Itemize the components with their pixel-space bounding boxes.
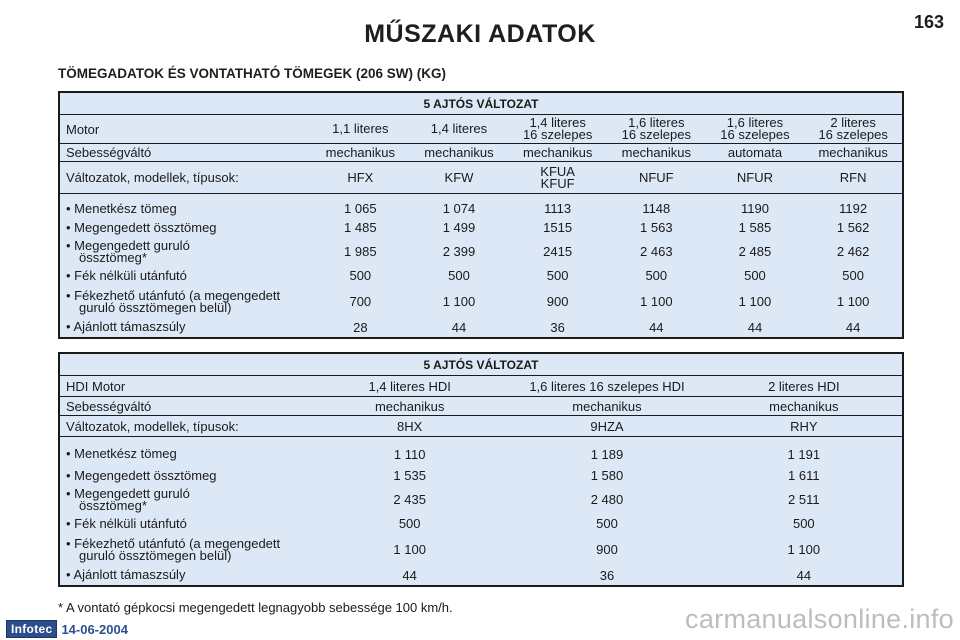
cell-line: • Ajánlott támaszsúly	[66, 567, 186, 582]
cell-value: automata	[706, 144, 805, 162]
cell-line: • Fékezhető utánfutó (a megengedett	[66, 287, 281, 303]
cell-value: 700	[349, 294, 372, 309]
cell-value	[311, 162, 410, 194]
cell-value: 9HZA	[508, 416, 705, 437]
spec-row-motor	[59, 115, 903, 144]
cell-value: 1 611	[788, 468, 820, 483]
page-title: MŰSZAKI ADATOK	[364, 20, 596, 48]
petrol-mass-table	[58, 91, 904, 339]
cell-value: 1 191	[787, 446, 821, 462]
row-label	[59, 194, 311, 218]
spec-row-gearbox	[59, 397, 903, 416]
table-row	[59, 466, 903, 486]
cell-value: 1 985	[344, 244, 377, 259]
cell-line: 1,6 literes	[726, 115, 784, 130]
cell-value: 1 100	[640, 294, 673, 309]
cell-line: KFUF	[540, 175, 575, 191]
row-label: Változatok, modellek, típusok:	[59, 416, 311, 437]
spec-row-gearbox	[59, 144, 903, 162]
cell-value: 500	[744, 268, 766, 283]
table-row	[59, 534, 903, 566]
cell-value: mechanikus	[311, 397, 508, 416]
cell-value	[607, 162, 706, 194]
cell-value: 36	[550, 319, 565, 335]
row-label	[59, 218, 311, 238]
cell-value: 1,6 literes 16 szelepes HDI	[508, 376, 705, 397]
table-caption-row	[59, 92, 903, 115]
row-label	[59, 238, 311, 266]
cell-line: guruló össztömegen belül)	[79, 547, 232, 563]
cell-value: mechanikus	[508, 144, 607, 162]
cell-value: 2415	[543, 244, 573, 259]
cell-value	[706, 162, 805, 194]
cell-value: 44	[845, 319, 861, 335]
table-row	[59, 238, 903, 266]
cell-line: KFW	[444, 169, 474, 185]
cell-value: 1 100	[738, 294, 772, 309]
cell-value: 1 100	[442, 294, 476, 309]
cell-value: 1 100	[393, 542, 426, 557]
footnote: * A vontató gépkocsi megengedett legnagyobb sebessége 100 km/h.	[58, 600, 453, 615]
table-row	[59, 514, 903, 534]
cell-value: mechanikus	[410, 144, 509, 162]
cell-line: • Ajánlott támaszsúly	[66, 319, 186, 334]
cell-value: 1192	[839, 201, 868, 217]
cell-value: 2 435	[393, 492, 426, 507]
cell-value: 1 065	[344, 201, 377, 217]
cell-value: 500	[645, 268, 668, 283]
cell-line: KFUA	[540, 163, 575, 179]
table-caption-row	[59, 353, 903, 376]
cell-line: • Megengedett guruló	[66, 485, 190, 501]
cell-value: mechanikus	[508, 397, 705, 416]
cell-value: 900	[546, 294, 569, 309]
cell-value: 1 499	[442, 220, 476, 235]
spec-row-motor	[59, 376, 903, 397]
table-row	[59, 437, 903, 466]
cell-value	[607, 115, 706, 144]
cell-value	[804, 115, 903, 144]
cell-value: mechanikus	[706, 397, 903, 416]
cell-line: • Menetkész tömeg	[66, 200, 177, 216]
row-label	[59, 318, 311, 338]
table-row	[59, 286, 903, 318]
row-label	[59, 437, 311, 466]
footer	[6, 620, 128, 638]
cell-line: 16 szelepes	[720, 127, 790, 142]
cell-line: 1,4 literes	[529, 115, 586, 130]
cell-line: HFX	[347, 169, 374, 185]
cell-value: 28	[353, 319, 368, 335]
cell-line: guruló össztömegen belül)	[79, 299, 232, 315]
cell-line: • Megengedett össztömeg	[66, 219, 217, 235]
cell-value: 44	[796, 567, 812, 583]
cell-value: 1 563	[640, 220, 673, 235]
row-label	[59, 566, 311, 586]
cell-value: 2 462	[836, 244, 870, 259]
cell-line: 1,1 literes	[332, 121, 389, 136]
cell-value: 1 535	[393, 468, 426, 483]
cell-value: 44	[747, 319, 763, 335]
cell-line: • Menetkész tömeg	[66, 446, 177, 462]
table-row	[59, 486, 903, 514]
cell-value: 500	[398, 516, 421, 531]
table-row	[59, 318, 903, 338]
cell-value: 2 literes HDI	[706, 376, 903, 397]
spec-row-types	[59, 162, 903, 194]
cell-value	[804, 162, 903, 194]
cell-value	[410, 162, 509, 194]
cell-value: 1 485	[344, 220, 377, 235]
cell-value: mechanikus	[804, 144, 903, 162]
row-label	[59, 534, 311, 566]
row-label	[59, 486, 311, 514]
cell-value: 500	[448, 268, 470, 283]
page-number: 163	[913, 12, 944, 32]
cell-line: • Fék nélküli utánfutó	[66, 267, 187, 283]
cell-line: 16 szelepes	[522, 127, 593, 142]
hdi-mass-table	[58, 352, 904, 587]
table-caption: 5 AJTÓS VÁLTOZAT	[59, 92, 903, 115]
cell-value: 44	[451, 319, 467, 335]
cell-line: 16 szelepes	[818, 127, 888, 142]
cell-value: 1515	[543, 220, 573, 235]
cell-value: 2 511	[788, 492, 820, 507]
row-label	[59, 514, 311, 534]
cell-value: 1 110	[393, 446, 426, 462]
cell-line: 16 szelepes	[621, 127, 691, 142]
cell-value: 2 480	[590, 492, 624, 507]
cell-line: 1,4 literes	[430, 121, 488, 136]
cell-value: 2 463	[640, 244, 673, 259]
cell-value: 1148	[642, 201, 671, 217]
cell-line: össztömeg*	[79, 497, 147, 513]
cell-value	[311, 115, 410, 144]
cell-value	[706, 115, 805, 144]
cell-value: 8HX	[311, 416, 508, 437]
cell-value: 1 189	[590, 446, 624, 462]
row-label: HDI Motor	[59, 376, 311, 397]
cell-value: 1 580	[590, 468, 624, 483]
cell-line: NFUF	[638, 169, 674, 185]
cell-value: RHY	[706, 416, 903, 437]
watermark: carmanualsonline.info	[685, 604, 954, 634]
row-label	[59, 466, 311, 486]
infotec-logo: Infotec	[6, 620, 57, 638]
cell-value: 44	[649, 319, 664, 335]
table-row	[59, 218, 903, 238]
cell-value: 1 562	[836, 220, 870, 235]
spec-row-types	[59, 416, 903, 437]
cell-value: 500	[596, 516, 618, 531]
cell-value: 500	[842, 268, 864, 283]
cell-value: 500	[349, 268, 372, 283]
cell-value	[410, 115, 509, 144]
cell-value: 900	[596, 542, 618, 557]
cell-value: 44	[402, 567, 417, 583]
cell-value: 1 585	[738, 220, 772, 235]
table-row	[59, 194, 903, 218]
cell-value: 1 074	[442, 201, 476, 217]
row-label: Változatok, modellek, típusok:	[59, 162, 311, 194]
cell-value: 1 100	[787, 542, 821, 557]
cell-value: 1113	[544, 201, 572, 217]
cell-value: 2 485	[738, 244, 772, 259]
table-caption: 5 AJTÓS VÁLTOZAT	[59, 353, 903, 376]
row-label	[59, 286, 311, 318]
cell-value: mechanikus	[311, 144, 410, 162]
row-label	[59, 266, 311, 286]
cell-line: össztömeg*	[79, 249, 147, 265]
cell-line: • Megengedett össztömeg	[66, 467, 217, 483]
footer-date: 14-06-2004	[61, 621, 128, 637]
cell-value: 500	[546, 268, 569, 283]
row-label: Motor	[59, 115, 311, 144]
cell-value: 36	[599, 567, 615, 583]
cell-line: NFUR	[736, 169, 773, 185]
cell-line: RFN	[839, 169, 867, 185]
cell-value: 1 100	[836, 294, 870, 309]
cell-value: 500	[792, 516, 815, 531]
cell-value: 1,4 literes HDI	[311, 376, 508, 397]
cell-value	[508, 162, 607, 194]
cell-value: 2 399	[442, 244, 476, 259]
cell-value: mechanikus	[607, 144, 706, 162]
row-label: Sebességváltó	[59, 144, 311, 162]
cell-value	[508, 115, 607, 144]
row-label: Sebességváltó	[59, 397, 311, 416]
table-row	[59, 566, 903, 586]
cell-value: 1190	[740, 201, 769, 217]
cell-line: • Fékezhető utánfutó (a megengedett	[66, 535, 281, 551]
section-heading: TÖMEGADATOK ÉS VONTATHATÓ TÖMEGEK (206 SW) (KG)	[58, 66, 446, 81]
cell-line: 1,6 literes	[628, 115, 685, 130]
cell-line: • Fék nélküli utánfutó	[66, 515, 187, 531]
cell-line: 2 literes	[830, 115, 876, 130]
table-row	[59, 266, 903, 286]
cell-line: • Megengedett guruló	[66, 237, 190, 253]
